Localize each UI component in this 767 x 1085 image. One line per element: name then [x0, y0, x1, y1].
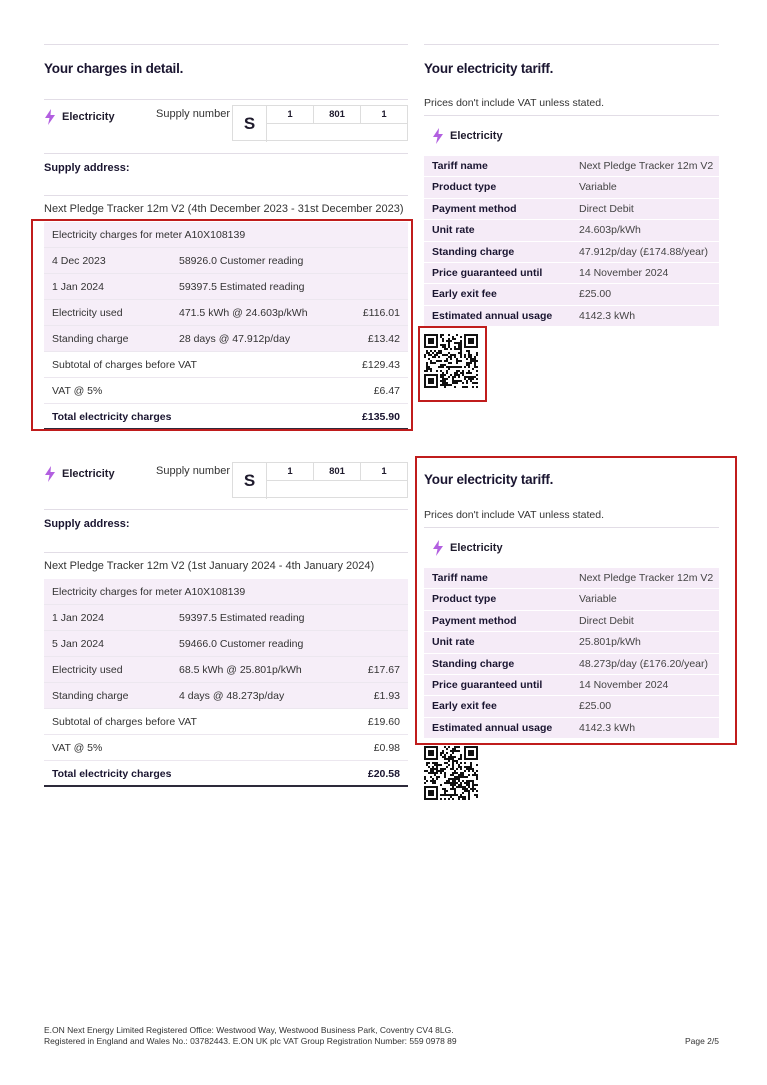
table-row: Payment method Direct Debit: [424, 611, 719, 632]
supply-s: S: [233, 463, 267, 499]
tariff-title: Your electricity tariff.: [424, 61, 554, 76]
table-row: Unit rate 24.603p/kWh: [424, 220, 719, 241]
supply-cell-1: 1: [267, 463, 314, 481]
supply-address-label: Supply address:: [44, 162, 130, 174]
table-row: Payment method Direct Debit: [424, 199, 719, 220]
qr-code: [424, 746, 478, 800]
supply-cell-3: 1: [361, 463, 407, 481]
fuel-label: Electricity: [44, 466, 115, 482]
table-row: Early exit fee £25.00: [424, 284, 719, 305]
vat-note-2: Prices don't include VAT unless stated.: [424, 509, 605, 521]
table-row: Product type Variable: [424, 589, 719, 610]
supply-number-label: Supply number: [156, 465, 230, 477]
page-number: Page 2/5: [684, 1036, 719, 1046]
tariff-fuel-label-2: Electricity: [432, 540, 503, 556]
lightning-icon: [432, 540, 444, 556]
lightning-icon: [44, 466, 56, 482]
vat-row: VAT @ 5% £0.98: [44, 735, 408, 761]
lightning-icon: [44, 109, 56, 125]
table-row: Estimated annual usage 4142.3 kWh: [424, 718, 719, 739]
supply-address-label: Supply address:: [44, 518, 130, 530]
supply-header-1: [44, 103, 408, 149]
table-row: Price guaranteed until 14 November 2024: [424, 263, 719, 284]
table-row: Tariff name Next Pledge Tracker 12m V2: [424, 568, 719, 589]
table-row: Standing charge 4 days @ 48.273p/day £1.93: [44, 683, 408, 709]
footer-line-1: E.ON Next Energy Limited Registered Office: Westwood Way, Westwood Business Park, Coventry CV4 8LG.: [44, 1025, 454, 1035]
tariff-fuel-label: Electricity: [432, 128, 503, 144]
table-row: Price guaranteed until 14 November 2024: [424, 675, 719, 696]
table-row: Electricity used 68.5 kWh @ 25.801p/kWh £17.67: [44, 657, 408, 683]
table-row: 5 Jan 2024 59466.0 Customer reading: [44, 631, 408, 657]
highlight-box: [418, 326, 487, 402]
table-row: Unit rate 25.801p/kWh: [424, 632, 719, 653]
subtotal-row: Subtotal of charges before VAT £19.60: [44, 709, 408, 735]
table-row: Tariff name Next Pledge Tracker 12m V2: [424, 156, 719, 177]
footer: [44, 1025, 457, 1047]
charges-title: Your charges in detail.: [44, 61, 184, 76]
table-row: Electricity used 471.5 kWh @ 24.603p/kWh £116.01: [44, 300, 408, 326]
table-row: Estimated annual usage 4142.3 kWh: [424, 306, 719, 327]
table-row: Standing charge 47.912p/day (£174.88/year): [424, 242, 719, 263]
supply-cell-1: 1: [267, 106, 314, 124]
supply-cell-2: 801: [314, 463, 361, 481]
tariff-title-2: Your electricity tariff.: [424, 472, 554, 487]
tariff-table-1: [424, 156, 719, 327]
table-row: 4 Dec 2023 58926.0 Customer reading: [44, 248, 408, 274]
meter-row: Electricity charges for meter A10X108139: [44, 579, 408, 605]
supply-header-2: [44, 460, 408, 506]
footer-line-2: Registered in England and Wales No.: 03782443. E.ON UK plc VAT Group Registration Number: 559 0978 89: [44, 1036, 457, 1046]
table-row: Early exit fee £25.00: [424, 696, 719, 717]
supply-number-grid: [232, 462, 408, 498]
tariff-table-2: [424, 568, 719, 739]
supply-number-grid: [232, 105, 408, 141]
charges-table-2: [44, 579, 408, 787]
table-row: Standing charge 28 days @ 47.912p/day £13.42: [44, 326, 408, 352]
highlight-box: [31, 219, 413, 431]
subtotal-row: Subtotal of charges before VAT £129.43: [44, 352, 408, 378]
supply-cell-3: 1: [361, 106, 407, 124]
table-row: 1 Jan 2024 59397.5 Estimated reading: [44, 274, 408, 300]
vat-note: Prices don't include VAT unless stated.: [424, 97, 605, 109]
lightning-icon: [432, 128, 444, 144]
table-row: 1 Jan 2024 59397.5 Estimated reading: [44, 605, 408, 631]
supply-number-label: Supply number: [156, 108, 230, 120]
plan-line-2: Next Pledge Tracker 12m V2 (1st January 2024 - 4th January 2024): [44, 560, 375, 572]
fuel-label: Electricity: [44, 109, 115, 125]
plan-line-1: Next Pledge Tracker 12m V2 (4th December 2023 - 31st December 2023): [44, 203, 404, 215]
total-row: Total electricity charges £135.90: [44, 404, 408, 430]
meter-row: Electricity charges for meter A10X108139: [44, 222, 408, 248]
table-row: Product type Variable: [424, 177, 719, 198]
total-row: Total electricity charges £20.58: [44, 761, 408, 787]
vat-row: VAT @ 5% £6.47: [44, 378, 408, 404]
supply-s: S: [233, 106, 267, 142]
supply-cell-2: 801: [314, 106, 361, 124]
table-row: Standing charge 48.273p/day (£176.20/year): [424, 654, 719, 675]
